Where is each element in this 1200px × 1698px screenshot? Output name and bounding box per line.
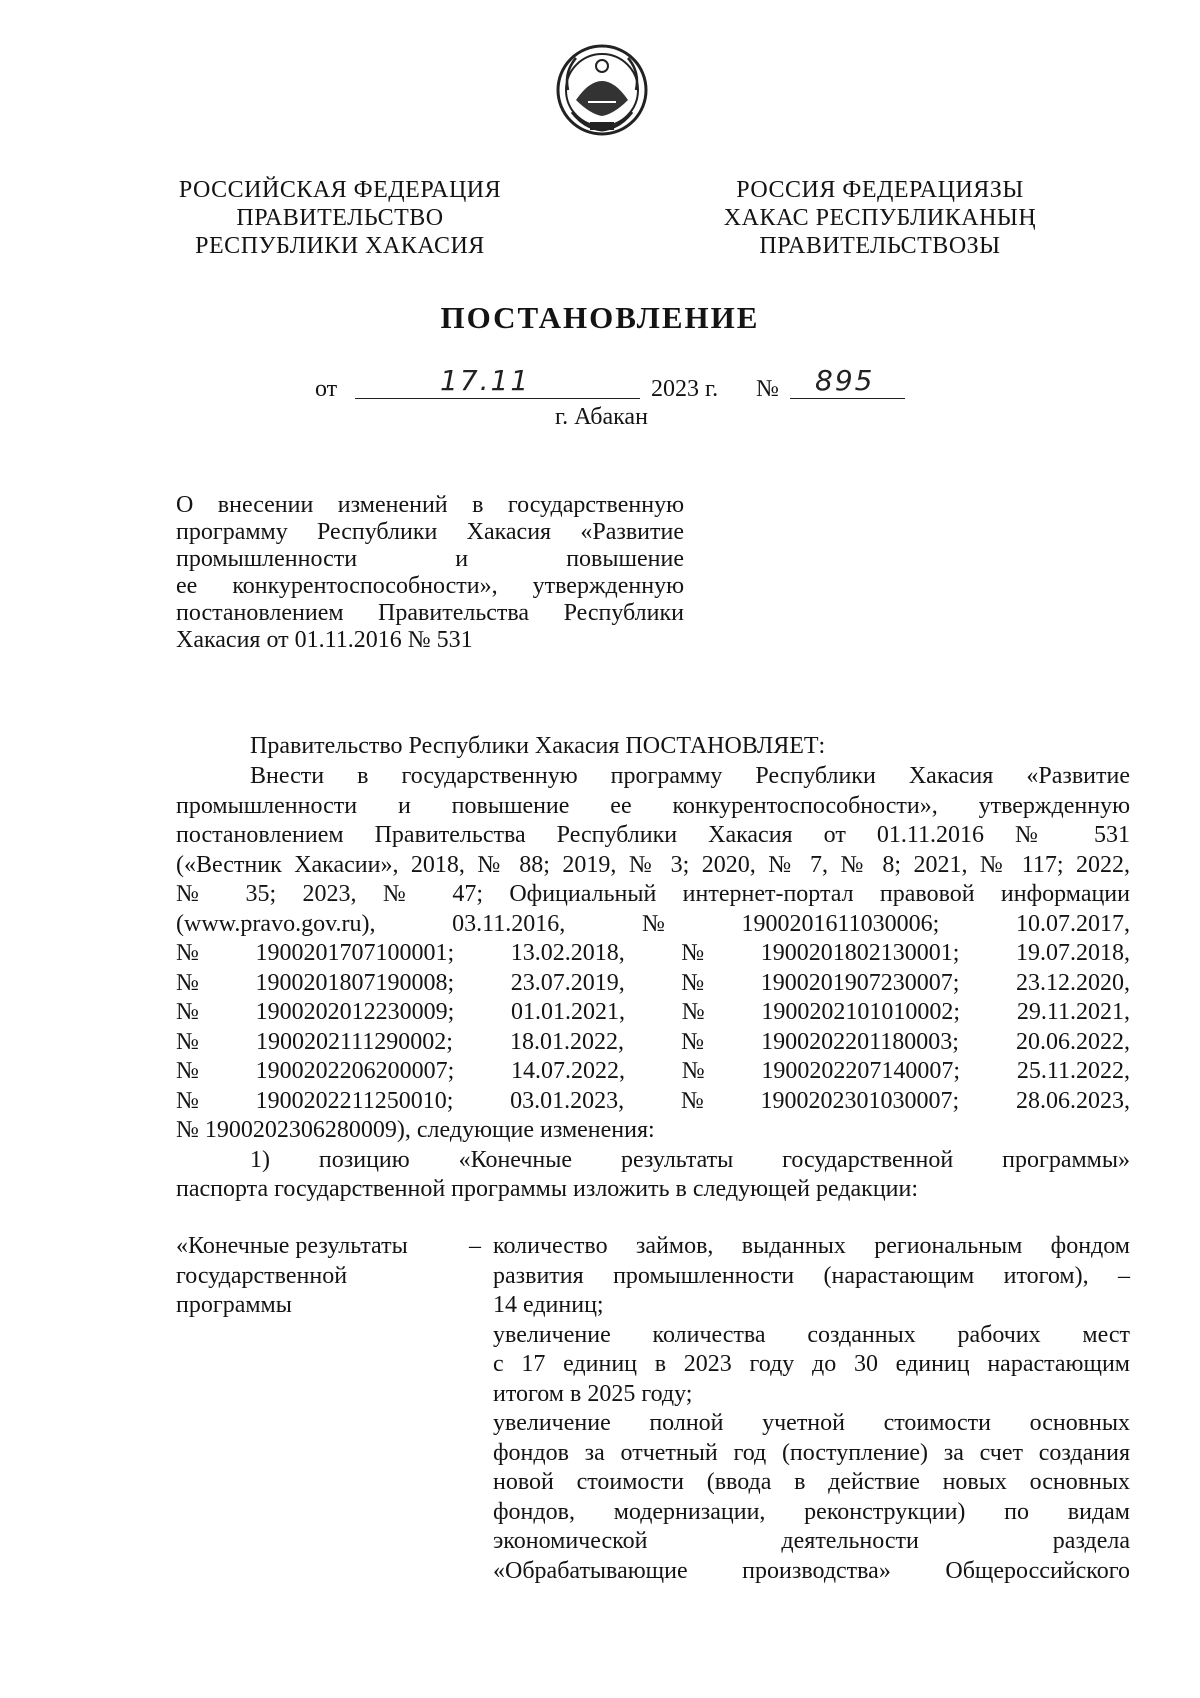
subject-line: О внесении изменений в государственную — [176, 492, 684, 518]
coat-of-arms-emblem — [554, 42, 650, 138]
registry-cell: 1900201611030006; — [741, 910, 940, 937]
date-prefix: от — [315, 376, 338, 402]
table-right-line: итогом в 2025 году; — [493, 1380, 693, 1407]
registry-cell: № — [176, 969, 199, 996]
table-right-line: увеличение количества созданных рабочих мест — [493, 1321, 1130, 1348]
registry-cell: № — [176, 1087, 199, 1114]
registry-cell: 03.01.2023, — [510, 1087, 625, 1114]
registry-cell: 18.01.2022, — [509, 1028, 624, 1055]
item1-line: паспорта государственной программы изложить в следующей редакции: — [176, 1176, 919, 1202]
table-right-line: фондов за отчетный год (поступление) за счет создания — [493, 1439, 1130, 1466]
number-handwritten: 895 — [815, 364, 875, 397]
table-left-line: программы — [176, 1292, 292, 1318]
table-left-column — [176, 1232, 476, 1321]
registry-cell: 1900202211250010; — [255, 1087, 454, 1114]
registry-cell: 29.11.2021, — [1016, 999, 1130, 1025]
registry-cell: 01.01.2021, — [511, 999, 626, 1025]
registry-cell: 14.07.2022, — [511, 1058, 626, 1084]
registry-cell: 13.02.2018, — [510, 940, 625, 966]
header-right — [700, 176, 1060, 260]
registry-cell: 25.11.2022, — [1016, 1058, 1130, 1084]
registry-cell: 1900201907230007; — [760, 969, 960, 996]
registry-row — [176, 1087, 1130, 1117]
registry-cell: № — [681, 940, 705, 966]
registry-row — [176, 998, 1130, 1028]
registry-cell: 1900202101010002; — [761, 999, 961, 1025]
table-right-line: «Обрабатывающие производства» Общероссийского — [493, 1557, 1130, 1584]
subject-line-spread — [176, 546, 684, 573]
subject-word: и — [455, 546, 469, 572]
subject-line: ее конкурентоспособности», утвержденную — [176, 573, 684, 599]
table-right-line: развития промышленности (нарастающим итогом), – — [493, 1262, 1130, 1289]
date-year: 2023 г. — [651, 376, 719, 402]
main-line: Внести в государственную программу Республики Хакасия «Развитие — [250, 763, 1130, 789]
registry-cell: 1900202301030007; — [760, 1087, 960, 1114]
registry-cell: 1900202201180003; — [761, 1028, 959, 1055]
registry-cell: (www.pravo.gov.ru), — [176, 910, 376, 937]
header-right-line-2: ХАКАС РЕСПУБЛИКАНЫҢ — [723, 205, 1037, 231]
registry-cell: № — [176, 999, 199, 1025]
table-right-line: новой стоимости (ввода в действие новых основных — [493, 1469, 1130, 1495]
header-left-line-2: ПРАВИТЕЛЬСТВО — [236, 205, 444, 231]
number-underline — [790, 398, 905, 399]
subject-word: промышленности — [176, 546, 358, 572]
table-right-line: количество займов, выданных региональным фондом — [493, 1233, 1130, 1259]
registry-last-line: № 1900202306280009), следующие изменения: — [176, 1117, 655, 1143]
main-paragraph — [176, 762, 1130, 1205]
registry-cell: 20.06.2022, — [1015, 1028, 1130, 1055]
main-line: № 35; 2023, № 47; Официальный интернет-портал правовой информации — [176, 881, 1130, 907]
main-line: («Вестник Хакасии», 2018, № 88; 2019, № 3; 2020, № 7, № 8; 2021, № 117; 2022, — [176, 851, 1130, 878]
subject-block — [176, 492, 684, 654]
table-right-column — [493, 1232, 1130, 1586]
subject-line: постановлением Правительства Республики — [176, 600, 684, 626]
registry-cell: № — [641, 910, 665, 937]
item1-line: 1) позицию «Конечные результаты государственной программы» — [250, 1146, 1130, 1173]
registry-row — [176, 1028, 1130, 1058]
table-right-line: с 17 единиц в 2023 году до 30 единиц нарастающим — [493, 1351, 1130, 1377]
registry-cell: № — [681, 1058, 705, 1084]
registry-cell: 1900201802130001; — [760, 940, 960, 966]
coat-of-arms-icon — [554, 42, 650, 138]
registry-cell: 19.07.2018, — [1015, 940, 1130, 966]
table-left-line: государственной — [176, 1262, 348, 1289]
registry-cell: № — [681, 969, 705, 996]
table-right-line: 14 единиц; — [493, 1292, 604, 1318]
registry-cell: 1900202206200007; — [255, 1058, 455, 1084]
table-right-line: экономической деятельности раздела — [493, 1528, 1130, 1554]
registry-cell: 10.07.2017, — [1015, 910, 1130, 937]
registry-cell: № — [681, 1028, 704, 1055]
subject-line: Хакасия от 01.11.2016 № 531 — [176, 627, 473, 653]
document-title: ПОСТАНОВЛЕНИЕ — [440, 300, 760, 335]
subject-word: повышение — [566, 546, 684, 572]
table-left-line: «Конечные результаты — [176, 1233, 408, 1259]
table-right-line: фондов, модернизации, реконструкции) по видам — [493, 1498, 1130, 1525]
preamble: Правительство Республики Хакасия ПОСТАНОВЛЯЕТ: — [250, 733, 826, 759]
registry-cell: 28.06.2023, — [1015, 1087, 1130, 1114]
registry-row — [176, 969, 1130, 999]
header-right-line-3: ПРАВИТЕЛЬСТВОЗЫ — [759, 233, 1001, 259]
registry-cell: 23.12.2020, — [1015, 969, 1130, 996]
number-sign: № — [756, 376, 779, 402]
registry-row — [176, 1057, 1130, 1087]
table-right-line: увеличение полной учетной стоимости основных — [493, 1410, 1130, 1436]
registry-cell: 1900202207140007; — [761, 1058, 961, 1084]
table-dash: – — [469, 1233, 481, 1259]
registry-cell: 1900202111290002; — [256, 1028, 453, 1055]
header-right-line-1: РОССИЯ ФЕДЕРАЦИЯЗЫ — [736, 177, 1024, 203]
registry-cell: 1900201807190008; — [255, 969, 455, 996]
registry-cell: № — [176, 1028, 199, 1055]
registry-rows — [176, 939, 1130, 1116]
date-underline — [355, 398, 640, 399]
registry-row — [176, 939, 1130, 969]
header-left — [160, 176, 520, 260]
registry-cell: № — [176, 1058, 199, 1084]
date-handwritten: 17.11 — [440, 364, 531, 397]
header-left-line-3: РЕСПУБЛИКИ ХАКАСИЯ — [195, 233, 485, 259]
registry-cell: 1900202012230009; — [255, 999, 455, 1025]
header-left-line-1: РОССИЙСКАЯ ФЕДЕРАЦИЯ — [178, 177, 502, 203]
main-line: постановлением Правительства Республики Хакасия от 01.11.2016 № 531 — [176, 822, 1130, 848]
registry-row — [176, 910, 1130, 940]
registry-cell: 03.11.2016, — [452, 910, 566, 937]
registry-cell: 23.07.2019, — [510, 969, 625, 996]
main-line: промышленности и повышение ее конкурентоспособности», утвержденную — [176, 792, 1130, 819]
city: г. Абакан — [555, 404, 648, 430]
subject-line: программу Республики Хакасия «Развитие — [176, 519, 684, 545]
registry-cell: № — [680, 1087, 704, 1114]
registry-cell: 1900201707100001; — [255, 940, 455, 966]
registry-cell: № — [176, 940, 199, 966]
registry-cell: № — [681, 999, 705, 1025]
